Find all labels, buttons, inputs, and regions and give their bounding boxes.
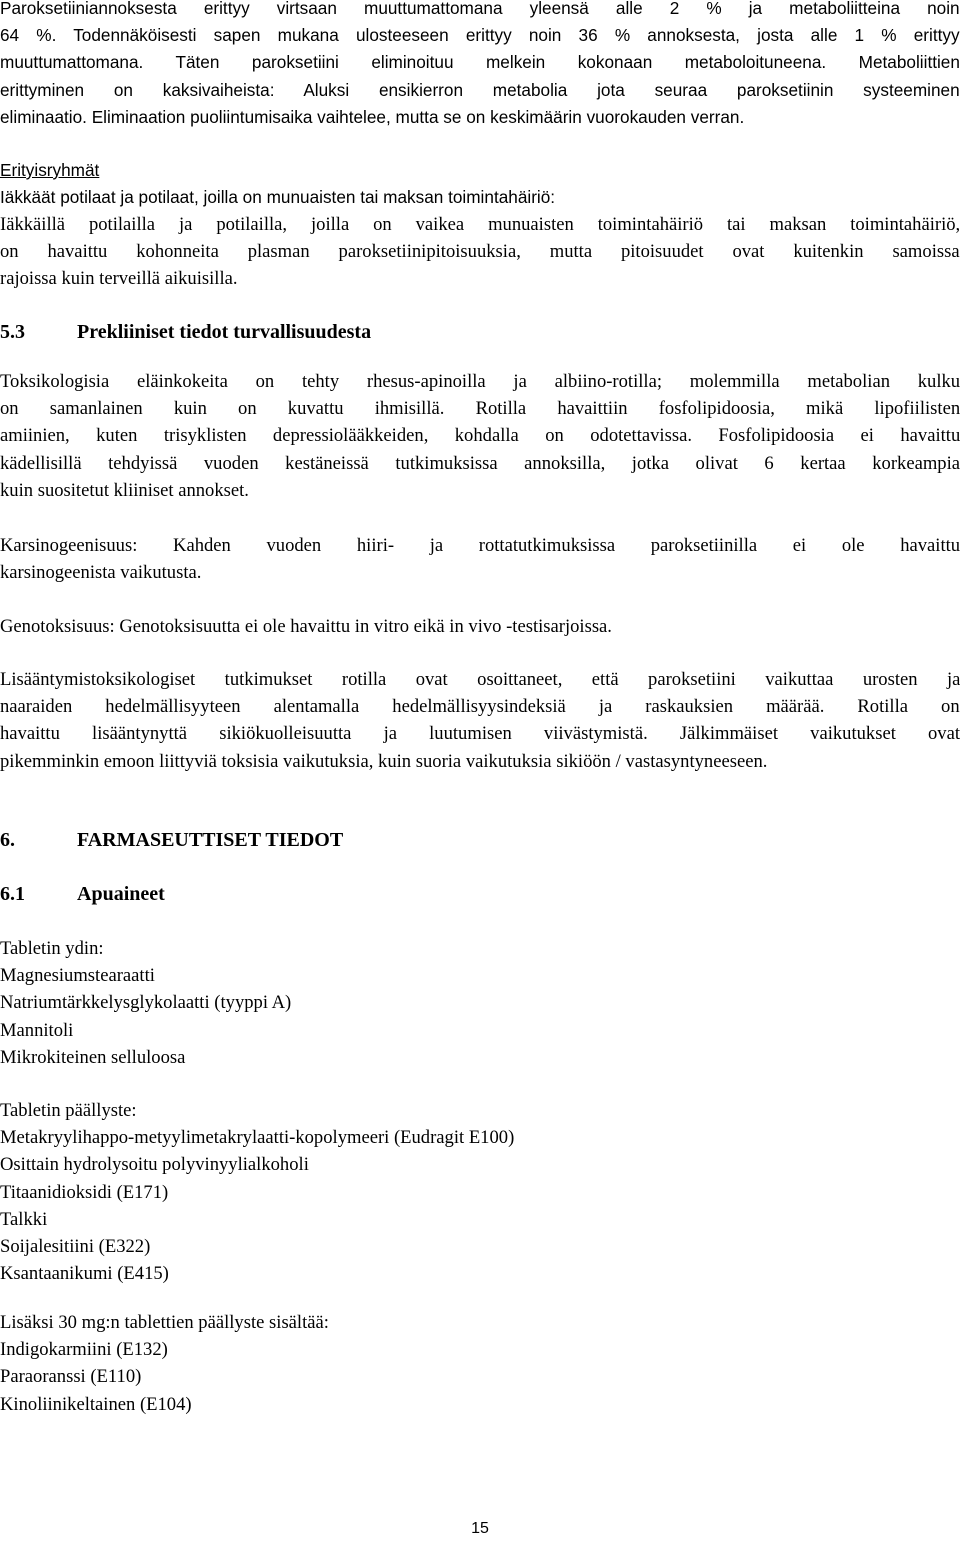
text-line: Lisääntymistoksikologiset tutkimukset rotilla ovat osoittaneet, että paroksetiini vaikuttaa urosten ja bbox=[0, 669, 960, 690]
text-line: 64 %. Todennäköisesti sapen mukana ulosteeseen erittyy noin 36 % annoksesta, josta alle 1 % erittyy bbox=[0, 25, 960, 46]
list-item: Soijalesitiini (E322) bbox=[0, 1236, 151, 1258]
list-item: Paraoranssi (E110) bbox=[0, 1366, 142, 1388]
page-number: 15 bbox=[471, 1520, 489, 1537]
coating-30mg-list bbox=[0, 1309, 329, 1418]
tablet-coating-list bbox=[0, 1097, 514, 1287]
text-line: Karsinogeenisuus: Kahden vuoden hiiri- ja rottatutkimuksissa paroksetiinilla ei ole havaittu bbox=[0, 535, 960, 556]
list-item: Kinoliinikeltainen (E104) bbox=[0, 1393, 192, 1415]
toxicology-paragraph bbox=[0, 368, 960, 504]
list-item: Natriumtärkkelysglykolaatti (tyyppi A) bbox=[0, 992, 292, 1014]
special-groups-title: Erityisryhmät bbox=[0, 160, 100, 180]
text-line: erittyminen on kaksivaiheista: Aluksi ensikierron metabolia jota seuraa paroksetiinin systeeminen bbox=[0, 79, 960, 100]
text-line: rajoissa kuin terveillä aikuisilla. bbox=[0, 268, 238, 290]
section-number: 6.1 bbox=[0, 883, 25, 905]
text-line: Toksikologisia eläinkokeita on tehty rhesus-apinoilla ja albiino-rotilla; molemmilla metabolian kulku bbox=[0, 371, 960, 392]
text-line: on havaittu kohonneita plasman paroksetiinipitoisuuksia, mutta pitoisuudet ovat kuitenkin samoissa bbox=[0, 241, 960, 263]
text-line: karsinogeenista vaikutusta. bbox=[0, 562, 202, 584]
list-item: Talkki bbox=[0, 1208, 48, 1230]
list-item: Mikrokiteinen selluloosa bbox=[0, 1046, 186, 1068]
section-title: Prekliiniset tiedot turvallisuudesta bbox=[77, 321, 372, 343]
section-5-3-heading bbox=[0, 319, 371, 346]
text-line: eliminaatio. Eliminaation puoliintumisaika vaihtelee, mutta se on keskimäärin vuorokauden verran. bbox=[0, 106, 745, 127]
section-title: FARMASEUTTISET TIEDOT bbox=[77, 829, 344, 851]
metabolism-paragraph bbox=[0, 0, 960, 131]
list-item: Osittain hydrolysoitu polyvinyylialkoholi bbox=[0, 1154, 309, 1176]
list-item: Metakryylihappo-metyylimetakrylaatti-kopolymeeri (Eudragit E100) bbox=[0, 1127, 515, 1149]
special-groups-paragraph bbox=[0, 211, 960, 293]
section-6-1-heading bbox=[0, 881, 165, 908]
section-title: Apuaineet bbox=[77, 883, 165, 905]
text-line: muuttumattomana. Täten paroksetiini eliminoituu melkein kokonaan metaboloituneena. Metaboliittien bbox=[0, 52, 960, 73]
section-number: 6. bbox=[0, 829, 15, 851]
text-line: pikemminkin emoon liittyviä toksisia vaikutuksia, kuin suoria vaikutuksia sikiöön / vastasyntyneeseen. bbox=[0, 750, 768, 772]
genotoxicity-paragraph bbox=[0, 613, 960, 640]
list-item: Indigokarmiini (E132) bbox=[0, 1339, 168, 1361]
section-6-heading bbox=[0, 827, 343, 854]
section-number: 5.3 bbox=[0, 321, 25, 343]
special-groups-subtitle: Iäkkäät potilaat ja potilaat, joilla on munuaisten tai maksan toimintahäiriö: bbox=[0, 187, 556, 208]
text-line: kädellisillä tehdyissä vuoden kestäneissä tutkimuksissa annoksilla, jotka olivat 6 kertaa korkeampia bbox=[0, 452, 960, 474]
text-line: amiinien, kuten trisyklisten depressiolääkkeiden, kohdalla on odotettavissa. Fosfolipidoosia ei havaittu bbox=[0, 425, 960, 447]
reproductive-toxicity-paragraph bbox=[0, 666, 960, 775]
text-line: Genotoksisuus: Genotoksisuutta ei ole havaittu in vitro eikä in vivo -testisarjoissa. bbox=[0, 616, 612, 637]
text-line: naaraiden hedelmällisyyteen alentamalla hedelmällisyysindeksiä ja raskauksien määrää. Rotilla on bbox=[0, 696, 960, 718]
text-line: kuin suositetut kliiniset annokset. bbox=[0, 479, 249, 501]
carcinogenicity-paragraph bbox=[0, 532, 960, 586]
text-line: Paroksetiiniannoksesta erittyy virtsaan muuttumattomana yleensä alle 2 % ja metaboliitteina noin bbox=[0, 0, 960, 18]
tablet-core-list bbox=[0, 935, 291, 1071]
text-line: Iäkkäillä potilailla ja potilailla, joilla on vaikea munuaisten toimintahäiriö tai maksan toimintahäiriö, bbox=[0, 214, 960, 235]
list-title: Lisäksi 30 mg:n tablettien päällyste sisältää: bbox=[0, 1312, 329, 1333]
list-item: Mannitoli bbox=[0, 1019, 74, 1041]
list-item: Ksantaanikumi (E415) bbox=[0, 1263, 169, 1285]
list-title: Tabletin päällyste: bbox=[0, 1100, 137, 1121]
special-groups-section bbox=[0, 157, 960, 211]
list-title: Tabletin ydin: bbox=[0, 938, 104, 959]
text-line: on samanlainen kuin on kuvattu ihmisillä. Rotilla havaittiin fosfolipidoosia, mikä lipofiilisten bbox=[0, 398, 960, 420]
text-line: havaittu lisääntynyttä sikiökuolleisuutta ja luutumisen viivästymistä. Jälkimmäiset vaikutukset ovat bbox=[0, 723, 960, 745]
list-item: Titaanidioksidi (E171) bbox=[0, 1181, 169, 1203]
list-item: Magnesiumstearaatti bbox=[0, 965, 155, 987]
